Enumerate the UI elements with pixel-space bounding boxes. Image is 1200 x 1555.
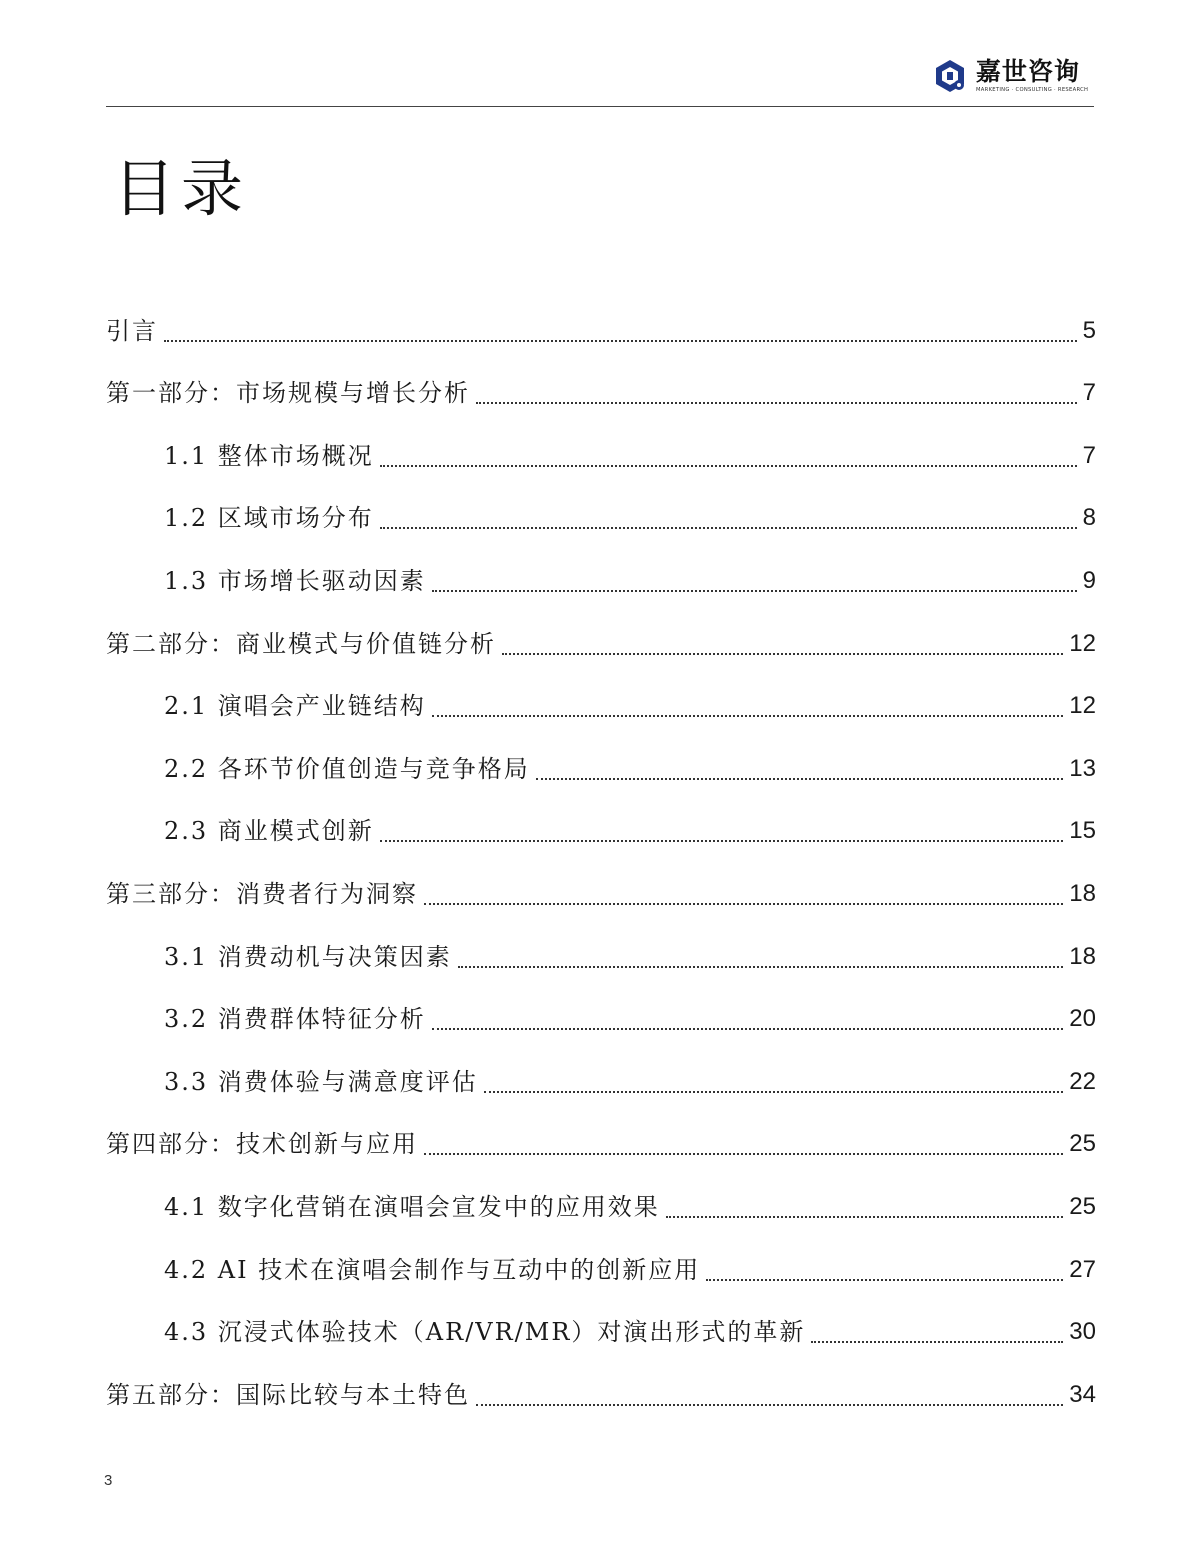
toc-entry[interactable] <box>106 353 1096 416</box>
toc-entry-page: 7 <box>1082 379 1096 407</box>
toc-entry-page: 5 <box>1082 316 1096 344</box>
toc-entry-label: 3.1 消费动机与决策因素 <box>164 942 452 971</box>
toc-entry-label: 4.1 数字化营销在演唱会宣发中的应用效果 <box>164 1192 660 1221</box>
toc-entry-page: 20 <box>1069 1005 1096 1033</box>
toc-entry-label: 第三部分：消费者行为洞察 <box>106 879 418 908</box>
toc-entry-page: 8 <box>1082 504 1096 532</box>
toc-entry-label: 2.2 各环节价值创造与竞争格局 <box>164 754 530 783</box>
toc-entry[interactable] <box>106 791 1096 854</box>
toc-entry[interactable] <box>106 1041 1096 1104</box>
toc-dot-leader <box>484 1091 1064 1093</box>
toc-entry-page: 18 <box>1069 879 1096 907</box>
toc-entry-label: 引言 <box>106 316 158 345</box>
toc-dot-leader <box>811 1341 1063 1343</box>
toc-entry-page: 7 <box>1082 441 1096 469</box>
toc-entry[interactable] <box>106 1104 1096 1167</box>
toc-entry[interactable] <box>106 540 1096 603</box>
toc-entry-label: 2.1 演唱会产业链结构 <box>164 692 426 721</box>
toc-entry-page: 25 <box>1069 1192 1096 1220</box>
toc-dot-leader <box>458 966 1064 968</box>
page-header <box>106 50 1094 106</box>
toc-entry[interactable] <box>106 603 1096 666</box>
toc-entry-label: 1.2 区域市场分布 <box>164 504 374 533</box>
toc-dot-leader <box>476 1404 1063 1406</box>
toc-dot-leader <box>380 527 1077 529</box>
toc-entry[interactable] <box>106 290 1096 353</box>
table-of-contents <box>106 290 1096 1417</box>
brand-logo <box>932 54 1094 98</box>
toc-entry-label: 第二部分：商业模式与价值链分析 <box>106 629 496 658</box>
toc-entry[interactable] <box>106 979 1096 1042</box>
brand-logo-icon <box>932 58 968 94</box>
toc-dot-leader <box>424 903 1063 905</box>
toc-entry[interactable] <box>106 415 1096 478</box>
toc-entry-label: 第一部分：市场规模与增长分析 <box>106 379 470 408</box>
toc-entry[interactable] <box>106 478 1096 541</box>
toc-entry-page: 9 <box>1082 566 1096 594</box>
toc-entry-label: 1.3 市场增长驱动因素 <box>164 566 426 595</box>
toc-entry-label: 2.3 商业模式创新 <box>164 817 374 846</box>
toc-entry[interactable] <box>106 1354 1096 1417</box>
toc-dot-leader <box>424 1153 1063 1155</box>
toc-entry[interactable] <box>106 916 1096 979</box>
page-title: 目录 <box>113 152 250 225</box>
toc-dot-leader <box>380 840 1064 842</box>
toc-dot-leader <box>476 402 1077 404</box>
toc-dot-leader <box>706 1279 1063 1281</box>
toc-entry-page: 12 <box>1069 629 1096 657</box>
toc-entry[interactable] <box>106 853 1096 916</box>
toc-entry-label: 4.3 沉浸式体验技术（AR/VR/MR）对演出形式的革新 <box>164 1318 806 1347</box>
toc-dot-leader <box>502 653 1063 655</box>
toc-entry-page: 12 <box>1069 692 1096 720</box>
toc-entry-label: 3.3 消费体验与满意度评估 <box>164 1067 478 1096</box>
toc-entry-label: 第四部分：技术创新与应用 <box>106 1130 418 1159</box>
toc-dot-leader <box>666 1216 1064 1218</box>
toc-dot-leader <box>432 715 1064 717</box>
toc-entry-label: 4.2 AI 技术在演唱会制作与互动中的创新应用 <box>164 1255 701 1284</box>
toc-dot-leader <box>432 590 1077 592</box>
brand-tagline: MARKETING · CONSULTING · RESEARCH <box>975 87 1089 93</box>
toc-entry-page: 18 <box>1069 942 1096 970</box>
toc-entry[interactable] <box>106 1166 1096 1229</box>
toc-dot-leader <box>536 778 1064 780</box>
toc-entry-page: 22 <box>1069 1067 1096 1095</box>
toc-entry-label: 3.2 消费群体特征分析 <box>164 1005 426 1034</box>
page-number: 3 <box>104 1472 113 1489</box>
toc-entry-page: 30 <box>1069 1318 1096 1346</box>
toc-dot-leader <box>164 340 1077 342</box>
toc-entry[interactable] <box>106 1229 1096 1292</box>
header-divider <box>106 106 1094 107</box>
toc-dot-leader <box>380 465 1077 467</box>
toc-entry[interactable] <box>106 1292 1096 1355</box>
toc-entry[interactable] <box>106 666 1096 729</box>
toc-entry-page: 27 <box>1069 1255 1096 1283</box>
toc-dot-leader <box>432 1028 1064 1030</box>
toc-entry-label: 1.1 整体市场概况 <box>164 441 374 470</box>
toc-entry-page: 13 <box>1069 754 1096 782</box>
toc-entry-page: 25 <box>1069 1130 1096 1158</box>
toc-entry-page: 34 <box>1069 1380 1096 1408</box>
toc-entry-page: 15 <box>1069 817 1096 845</box>
toc-entry[interactable] <box>106 728 1096 791</box>
toc-entry-label: 第五部分：国际比较与本土特色 <box>106 1380 470 1409</box>
brand-name: 嘉世咨询 <box>975 57 1080 86</box>
brand-text <box>976 58 1094 94</box>
